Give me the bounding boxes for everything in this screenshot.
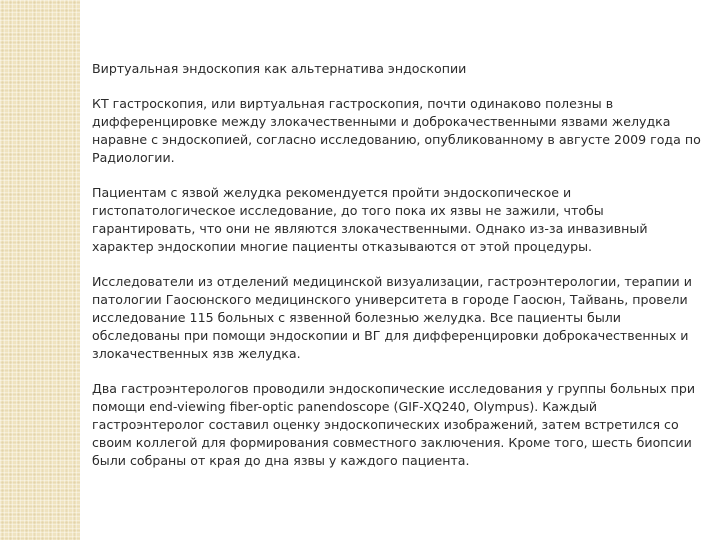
paragraph-2: Пациентам с язвой желудка рекомендуется пройти эндоскопическое и гистопатологическое исследование, до того пока их язвы не зажили, чтобы гарантировать, что они не являются злокачественными. Однако из-за инвазивный характер эндоскопии многие пациенты отказываются от этой процедуры. (92, 185, 648, 254)
document-title: Виртуальная эндоскопия как альтернатива эндоскопии (92, 61, 467, 76)
decorative-side-pattern (0, 0, 80, 540)
paragraph-3: Исследователи из отделений медицинской визуализации, гастроэнтерологии, терапии и патологии Гаосюнского медицинского университета в городе Гаосюн, Тайвань, провели исследование 115 больных с язвенной болезнью желудка. Все пациенты были обследованы при помощи эндоскопии и ВГ для дифференцировки доброкачественных и злокачественных язв желудка. (92, 274, 692, 361)
document-body (92, 60, 704, 487)
paragraph-1: КТ гастроскопия, или виртуальная гастроскопия, почти одинаково полезны в дифференцировке между злокачественными и доброкачественными язвами желудка наравне с эндоскопией, согласно исследованию, опубликованному в августе 2009 года по Радиологии. (92, 96, 701, 165)
paragraph-4: Два гастроэнтерологов проводили эндоскопические исследования у группы больных при помощи end-viewing fiber-optic panendoscope (GIF-XQ240, Olympus). Каждый гастроэнтеролог составил оценку эндоскопических изображений, затем встретился со своим коллегой для формирования совместного заключения. Кроме того, шесть биопсии были собраны от края до дна язвы у каждого пациента. (92, 381, 696, 468)
